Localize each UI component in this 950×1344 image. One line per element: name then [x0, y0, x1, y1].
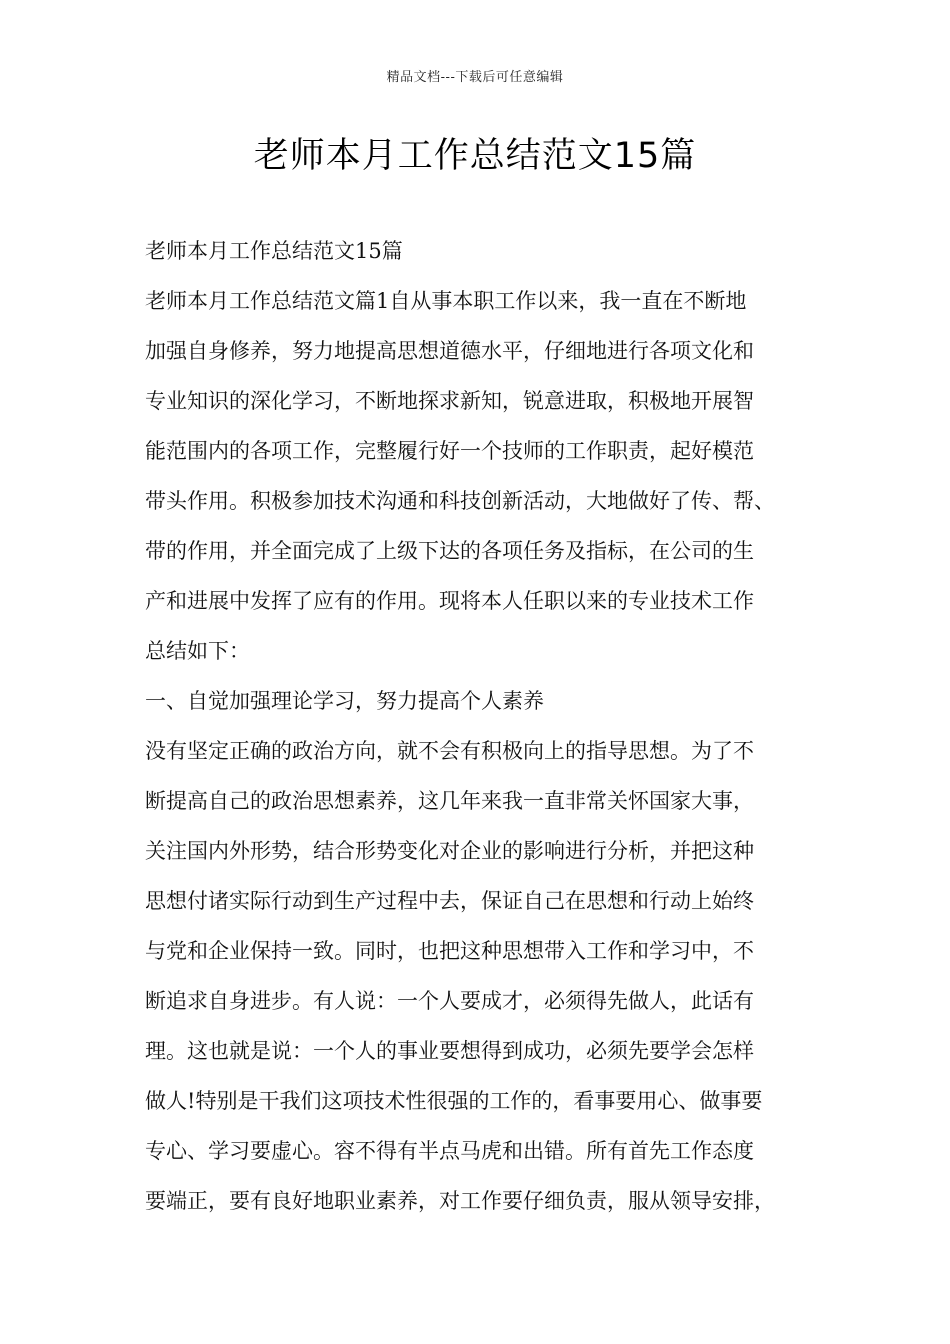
body-line: 要端正，要有良好地职业素养，对工作要仔细负责，服从领导安排， [145, 1189, 775, 1213]
body-line: 带的作用，并全面完成了上级下达的各项任务及指标，在公司的生 [145, 539, 754, 563]
body-line: 带头作用。积极参加技术沟通和科技创新活动，大地做好了传、帮、 [145, 489, 775, 513]
section-heading: 一、自觉加强理论学习，努力提高个人素养 [145, 689, 544, 713]
body-line: 断提高自己的政治思想素养，这几年来我一直非常关怀国家大事， [145, 789, 754, 813]
body-line: 断追求自身进步。有人说：一个人要成才，必须得先做人，此话有 [145, 989, 754, 1013]
body-line: 专心、学习要虚心。容不得有半点马虎和出错。所有首先工作态度 [145, 1139, 754, 1163]
header-note: 精品文档---下载后可任意编辑 [386, 70, 564, 85]
body-line: 老师本月工作总结范文篇1自从事本职工作以来，我一直在不断地 [145, 289, 747, 313]
body-line: 产和进展中发挥了应有的作用。现将本人任职以来的专业技术工作 [145, 589, 754, 613]
document-title: 老师本月工作总结范文15篇 [253, 136, 697, 176]
body-line: 关注国内外形势，结合形势变化对企业的影响进行分析，并把这种 [145, 839, 754, 863]
body-line: 做人!特别是干我们这项技术性很强的工作的，看事要用心、做事要 [145, 1089, 763, 1113]
body-line: 与党和企业保持一致。同时，也把这种思想带入工作和学习中，不 [145, 939, 754, 963]
body-line: 老师本月工作总结范文15篇 [145, 239, 403, 263]
body-line: 加强自身修养，努力地提高思想道德水平，仔细地进行各项文化和 [145, 339, 754, 363]
body-line: 理。这也就是说：一个人的事业要想得到成功，必须先要学会怎样 [145, 1039, 754, 1063]
body-line: 总结如下： [145, 639, 250, 663]
body-line: 专业知识的深化学习，不断地探求新知，锐意进取，积极地开展智 [145, 389, 754, 413]
body-line: 没有坚定正确的政治方向，就不会有积极向上的指导思想。为了不 [145, 739, 754, 763]
document-body [145, 231, 825, 1231]
body-line: 思想付诸实际行动到生产过程中去，保证自己在思想和行动上始终 [145, 889, 754, 913]
body-line: 能范围内的各项工作，完整履行好一个技师的工作职责，起好模范 [145, 439, 754, 463]
